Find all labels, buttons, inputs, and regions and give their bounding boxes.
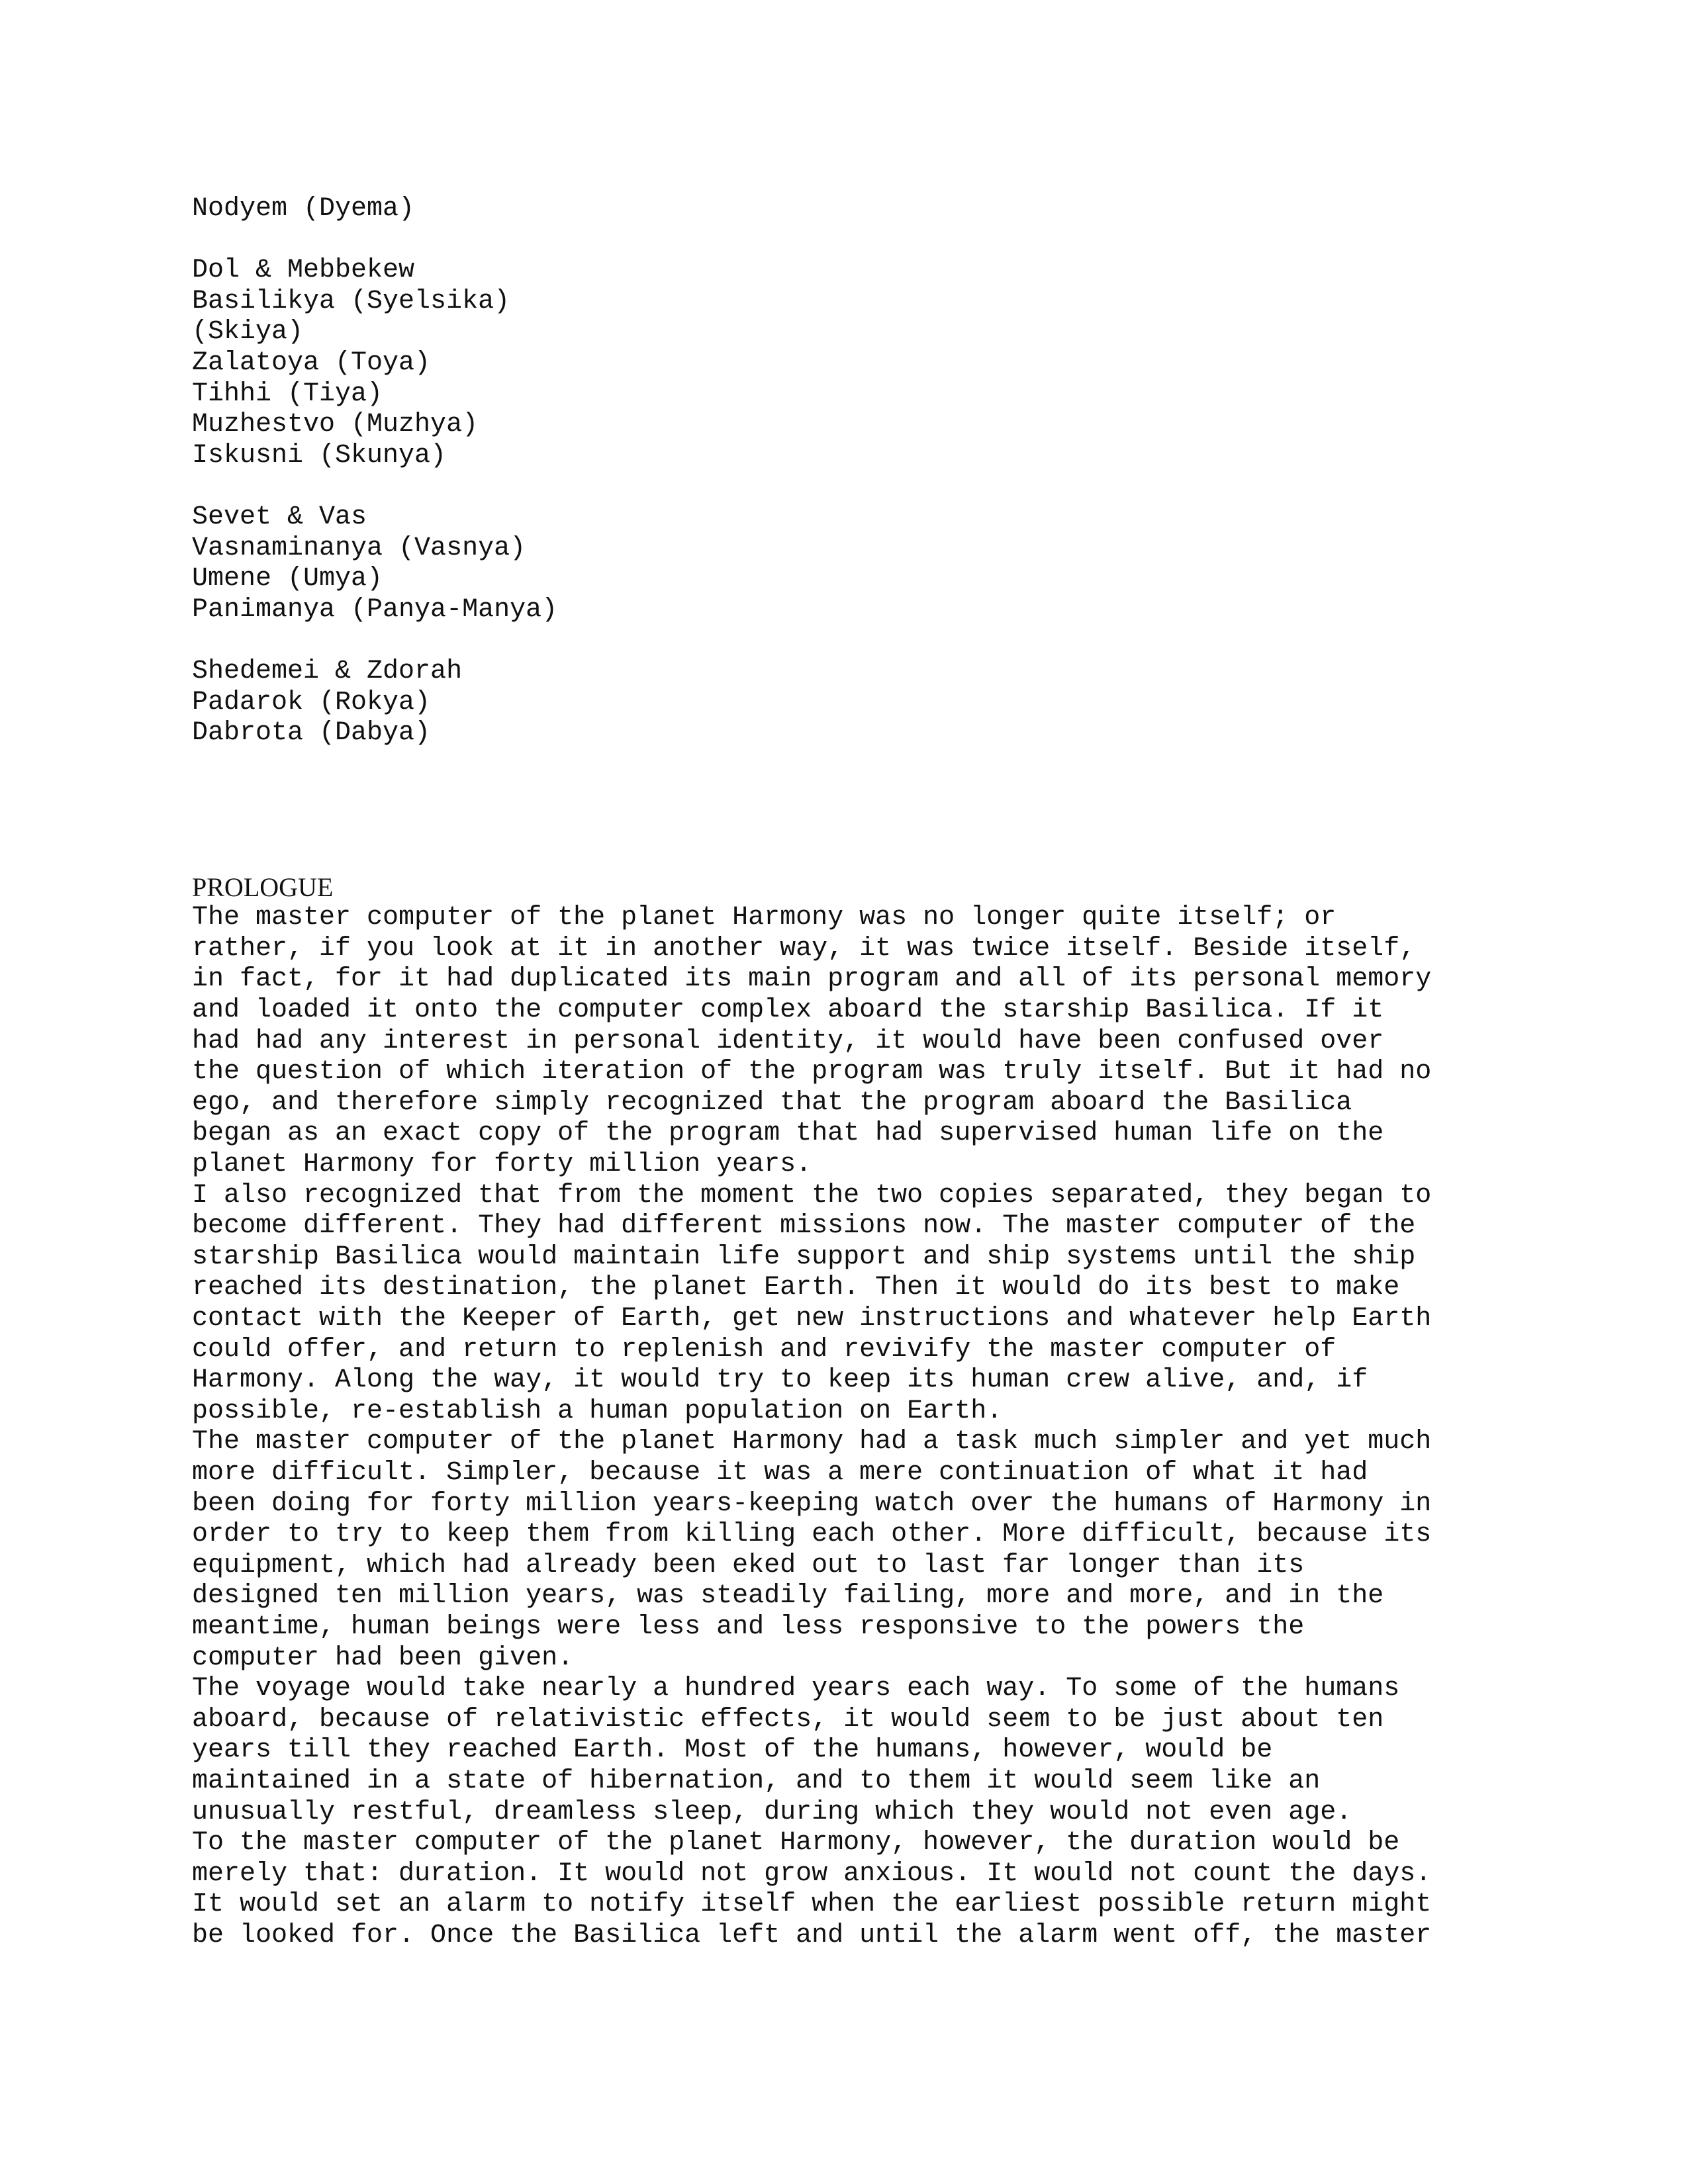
prologue-line: been doing for forty million years-keeping watch over the humans of Harmony in [192, 1488, 1432, 1519]
group-spacer [192, 225, 1516, 256]
prologue-line: meantime, human beings were less and less responsive to the powers the [192, 1612, 1305, 1642]
character-entry: Tihhi (Tiya) [192, 379, 383, 409]
character-entry: Sevet & Vas [192, 502, 367, 532]
character-entry: Panimanya (Panya-Manya) [192, 594, 558, 625]
prologue-line: began as an exact copy of the program that had supervised human life on the [192, 1118, 1384, 1149]
character-entry: Padarok (Rokya) [192, 687, 431, 717]
prologue-line: in fact, for it had duplicated its main program and all of its personal memory [192, 964, 1432, 995]
prologue-line: the question of which iteration of the program was truly itself. But it had no [192, 1057, 1432, 1087]
prologue-section [192, 872, 1516, 1952]
prologue-line: It would set an alarm to notify itself when the earliest possible return might [192, 1889, 1432, 1920]
prologue-line: Harmony. Along the way, it would try to keep its human crew alive, and, if [192, 1365, 1368, 1396]
character-entry: Zalatoya (Toya) [192, 347, 431, 378]
character-entry: Iskusni (Skunya) [192, 440, 447, 471]
prologue-line: I also recognized that from the moment the two copies separated, they began to [192, 1180, 1432, 1210]
prologue-line: planet Harmony for forty million years. [192, 1150, 812, 1180]
document-page [192, 194, 1516, 1951]
prologue-line: starship Basilica would maintain life support and ship systems until the ship [192, 1242, 1416, 1272]
prologue-heading: PROLOGUE [192, 872, 334, 902]
prologue-line: had had any interest in personal identity, it would have been confused over [192, 1026, 1384, 1056]
character-entry: Dabrota (Dabya) [192, 718, 431, 749]
prologue-line: maintained in a state of hibernation, and to them it would seem like an [192, 1766, 1321, 1796]
character-group [192, 255, 1516, 471]
character-group [192, 657, 1516, 749]
prologue-line: reached its destination, the planet Earth. Then it would do its best to make [192, 1273, 1400, 1303]
character-entry: (Skiya) [192, 317, 304, 347]
prologue-line: To the master computer of the planet Harmony, however, the duration would be [192, 1828, 1400, 1858]
character-entry: Umene (Umya) [192, 564, 383, 594]
prologue-line: become different. They had different missions now. The master computer of the [192, 1211, 1416, 1242]
prologue-line: unusually restful, dreamless sleep, during which they would not even age. [192, 1797, 1352, 1827]
group-spacer [192, 625, 1516, 657]
prologue-line: aboard, because of relativistic effects, it would seem to be just about ten [192, 1704, 1384, 1735]
prologue-line: The voyage would take nearly a hundred years each way. To some of the humans [192, 1674, 1400, 1704]
prologue-line: possible, re-establish a human population on Earth. [192, 1396, 1003, 1426]
character-entry: Muzhestvo (Muzhya) [192, 410, 479, 440]
prologue-line: could offer, and return to replenish and revivify the master computer of [192, 1334, 1336, 1365]
prologue-line: equipment, which had already been eked out to last far longer than its [192, 1550, 1305, 1580]
prologue-line: The master computer of the planet Harmony was no longer quite itself; or [192, 903, 1336, 933]
character-entry: Nodyem (Dyema) [192, 194, 415, 224]
group-spacer [192, 471, 1516, 502]
character-entry: Basilikya (Syelsika) [192, 286, 510, 316]
prologue-line: The master computer of the planet Harmony had a task much simpler and yet much [192, 1427, 1432, 1457]
prologue-line: computer had been given. [192, 1643, 574, 1673]
prologue-line: merely that: duration. It would not grow anxious. It would not count the days. [192, 1858, 1432, 1889]
section-gap [192, 749, 1516, 872]
character-entry: Dol & Mebbekew [192, 255, 415, 286]
character-entry: Vasnaminanya (Vasnya) [192, 533, 526, 563]
character-group [192, 502, 1516, 625]
prologue-line: order to try to keep them from killing each other. More difficult, because its [192, 1520, 1432, 1550]
prologue-body [192, 903, 1516, 1951]
prologue-line: designed ten million years, was steadily failing, more and more, and in the [192, 1581, 1384, 1612]
character-list [192, 194, 1516, 749]
prologue-line: contact with the Keeper of Earth, get new instructions and whatever help Earth [192, 1304, 1432, 1334]
prologue-line: ego, and therefore simply recognized that the program aboard the Basilica [192, 1087, 1352, 1118]
prologue-line: be looked for. Once the Basilica left and until the alarm went off, the master [192, 1920, 1432, 1950]
prologue-line: and loaded it onto the computer complex aboard the starship Basilica. If it [192, 995, 1384, 1026]
character-entry: Shedemei & Zdorah [192, 656, 463, 686]
character-group [192, 194, 1516, 225]
prologue-line: years till they reached Earth. Most of the humans, however, would be [192, 1735, 1273, 1766]
prologue-line: more difficult. Simpler, because it was a mere continuation of what it had [192, 1457, 1368, 1488]
prologue-line: rather, if you look at it in another way, it was twice itself. Beside itself, [192, 933, 1416, 964]
